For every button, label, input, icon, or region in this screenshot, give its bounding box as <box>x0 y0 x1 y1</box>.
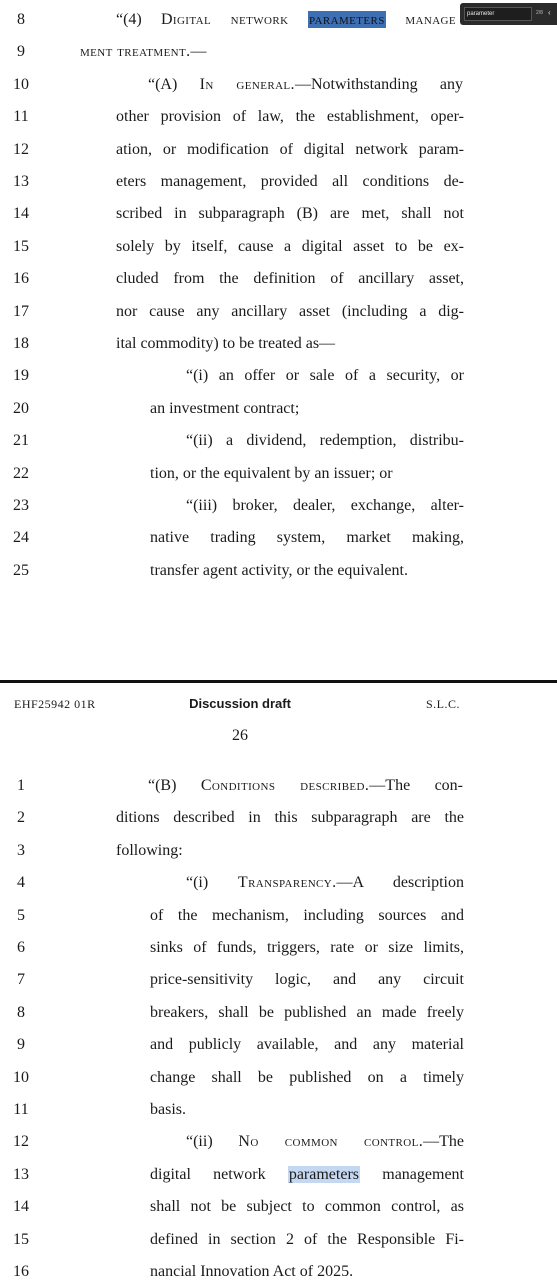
line-number: 18 <box>13 335 29 352</box>
line-number: 6 <box>17 939 25 956</box>
line-number: 11 <box>13 108 29 126</box>
document-code: S.L.C. <box>426 697 461 711</box>
text-run: “(ii) <box>186 1133 239 1151</box>
text-line <box>116 302 464 322</box>
find-toolbar <box>460 3 557 25</box>
text-run: ditions described in this subparagraph are the <box>116 809 464 827</box>
text-run: of the mechanism, including sources and <box>150 906 464 924</box>
text-line <box>186 431 464 451</box>
text-line <box>150 561 442 581</box>
text-run: transfer agent activity, or the equivalent. <box>150 561 408 579</box>
text-run: price-sensitivity logic, and any circuit <box>150 971 464 989</box>
line-number: 22 <box>13 464 29 482</box>
text-run: Conditions described. <box>200 777 370 794</box>
text-line <box>150 528 464 548</box>
text-line <box>150 464 428 484</box>
text-run: cluded from the definition of ancillary asset, <box>116 270 464 288</box>
text-run: nancial Innovation Act of 2025. <box>150 1263 354 1280</box>
text-run: “(A) <box>148 75 200 93</box>
text-run: ation, or modification of digital network param- <box>116 140 464 158</box>
text-line <box>116 269 464 289</box>
line-number: 1 <box>17 777 25 794</box>
text-run: —Notwithstanding any <box>294 75 464 93</box>
search-match-highlight: parameters <box>309 11 385 28</box>
text-run: other provision of law, the establishment, oper- <box>116 108 464 126</box>
line-number: 15 <box>13 1230 29 1248</box>
text-run: basis. <box>150 1101 186 1118</box>
text-line <box>150 1262 378 1280</box>
text-run: digital network <box>150 1165 288 1183</box>
text-line <box>116 107 464 127</box>
line-number: 17 <box>13 302 29 320</box>
line-number: 16 <box>13 1263 29 1280</box>
line-number: 8 <box>17 1003 25 1021</box>
text-run: an investment contract; <box>150 399 300 417</box>
text-line <box>186 1132 464 1152</box>
text-run: manage <box>385 11 457 28</box>
line-number: 12 <box>13 140 29 158</box>
line-number: 24 <box>13 529 29 547</box>
text-run: solely by itself, cause a digital asset to be ex- <box>116 237 464 255</box>
text-run: Digital network <box>160 11 309 28</box>
text-run: —The con- <box>369 777 463 794</box>
text-run: native trading system, market making, <box>150 529 464 547</box>
text-run: defined in section 2 of the Responsible Fi- <box>150 1230 464 1248</box>
text-run: scribed in subparagraph (B) are met, shall not <box>116 205 464 223</box>
text-run: nor cause any ancillary asset (including a dig- <box>116 302 464 320</box>
text-run: “(iii) broker, dealer, exchange, alter- <box>186 497 464 514</box>
text-line <box>116 237 464 257</box>
text-run: “(i) <box>186 874 238 892</box>
text-run: sinks of funds, triggers, rate or size limits, <box>150 939 464 956</box>
text-line <box>150 970 464 990</box>
line-number: 10 <box>13 1068 29 1086</box>
find-result-count: 2/8 <box>536 10 543 16</box>
text-run: “(4) <box>116 11 161 28</box>
text-line <box>150 1197 464 1217</box>
document-page-26 <box>0 683 557 1280</box>
text-line <box>150 1100 190 1120</box>
search-match-highlight: parameters <box>288 1165 359 1183</box>
text-line <box>116 140 464 160</box>
text-line <box>116 334 366 354</box>
text-run: ital commodity) to be treated as— <box>116 335 336 352</box>
line-number: 13 <box>13 173 29 190</box>
line-number: 16 <box>13 270 29 288</box>
line-number: 19 <box>13 367 29 385</box>
text-line <box>150 1003 464 1023</box>
line-number: 12 <box>13 1133 29 1151</box>
text-run: — <box>190 43 207 61</box>
text-run: management <box>360 1165 464 1183</box>
text-line <box>150 1165 464 1185</box>
text-run: following: <box>116 841 183 859</box>
text-run: —The <box>423 1133 465 1151</box>
line-number: 14 <box>13 1198 29 1216</box>
text-line <box>116 841 182 861</box>
find-input[interactable] <box>464 7 532 21</box>
find-previous-button[interactable]: ‹ <box>548 8 551 17</box>
text-run: change shall be published on a timely <box>150 1068 464 1086</box>
line-number: 2 <box>17 809 25 827</box>
draft-title: Discussion draft <box>189 696 291 711</box>
line-number: 9 <box>17 43 25 61</box>
line-number: 23 <box>13 497 29 514</box>
text-run: and publicly available, and any material <box>150 1036 464 1054</box>
text-line <box>116 172 464 192</box>
line-number: 9 <box>17 1036 25 1054</box>
text-line <box>116 204 464 224</box>
text-line <box>150 1035 464 1055</box>
text-line <box>116 808 464 828</box>
text-line <box>80 42 240 62</box>
text-run: eters management, provided all conditions de- <box>116 173 464 190</box>
text-line <box>186 366 464 386</box>
line-number: 7 <box>17 971 25 989</box>
line-number: 3 <box>17 841 25 859</box>
text-run: tion, or the equivalent by an issuer; or <box>150 464 393 482</box>
text-run: “(i) an offer or sale of a security, or <box>186 367 464 385</box>
text-line <box>186 873 464 893</box>
page-number: 26 <box>232 727 248 744</box>
text-run: “(B) <box>148 777 201 794</box>
line-number: 20 <box>13 399 29 417</box>
text-run: Transparency. <box>237 874 337 892</box>
text-run: —A description <box>336 874 464 892</box>
text-line <box>148 776 463 796</box>
text-run: breakers, shall be published an made freely <box>150 1003 464 1021</box>
text-line <box>116 10 456 30</box>
line-number: 5 <box>17 906 25 924</box>
line-number: 15 <box>13 237 29 255</box>
line-number: 21 <box>13 432 29 450</box>
line-number: 4 <box>17 874 25 892</box>
text-line <box>150 399 322 419</box>
text-line <box>150 1230 464 1250</box>
document-id: EHF25942 01R <box>14 697 96 711</box>
text-line <box>150 938 464 958</box>
text-line <box>150 1068 464 1088</box>
text-run: No common control. <box>238 1133 424 1151</box>
line-number: 8 <box>17 11 25 28</box>
text-line <box>150 906 464 926</box>
line-number: 13 <box>13 1165 29 1183</box>
text-line <box>148 75 463 95</box>
text-run: In general. <box>199 75 295 93</box>
text-run: shall not be subject to common control, as <box>150 1198 464 1216</box>
text-line <box>186 496 464 516</box>
text-run: “(ii) a dividend, redemption, distribu- <box>186 432 464 450</box>
line-number: 25 <box>13 561 29 579</box>
line-number: 11 <box>13 1101 29 1118</box>
line-number: 10 <box>13 75 29 93</box>
text-run: ment treatment. <box>80 43 191 61</box>
line-number: 14 <box>13 205 29 223</box>
